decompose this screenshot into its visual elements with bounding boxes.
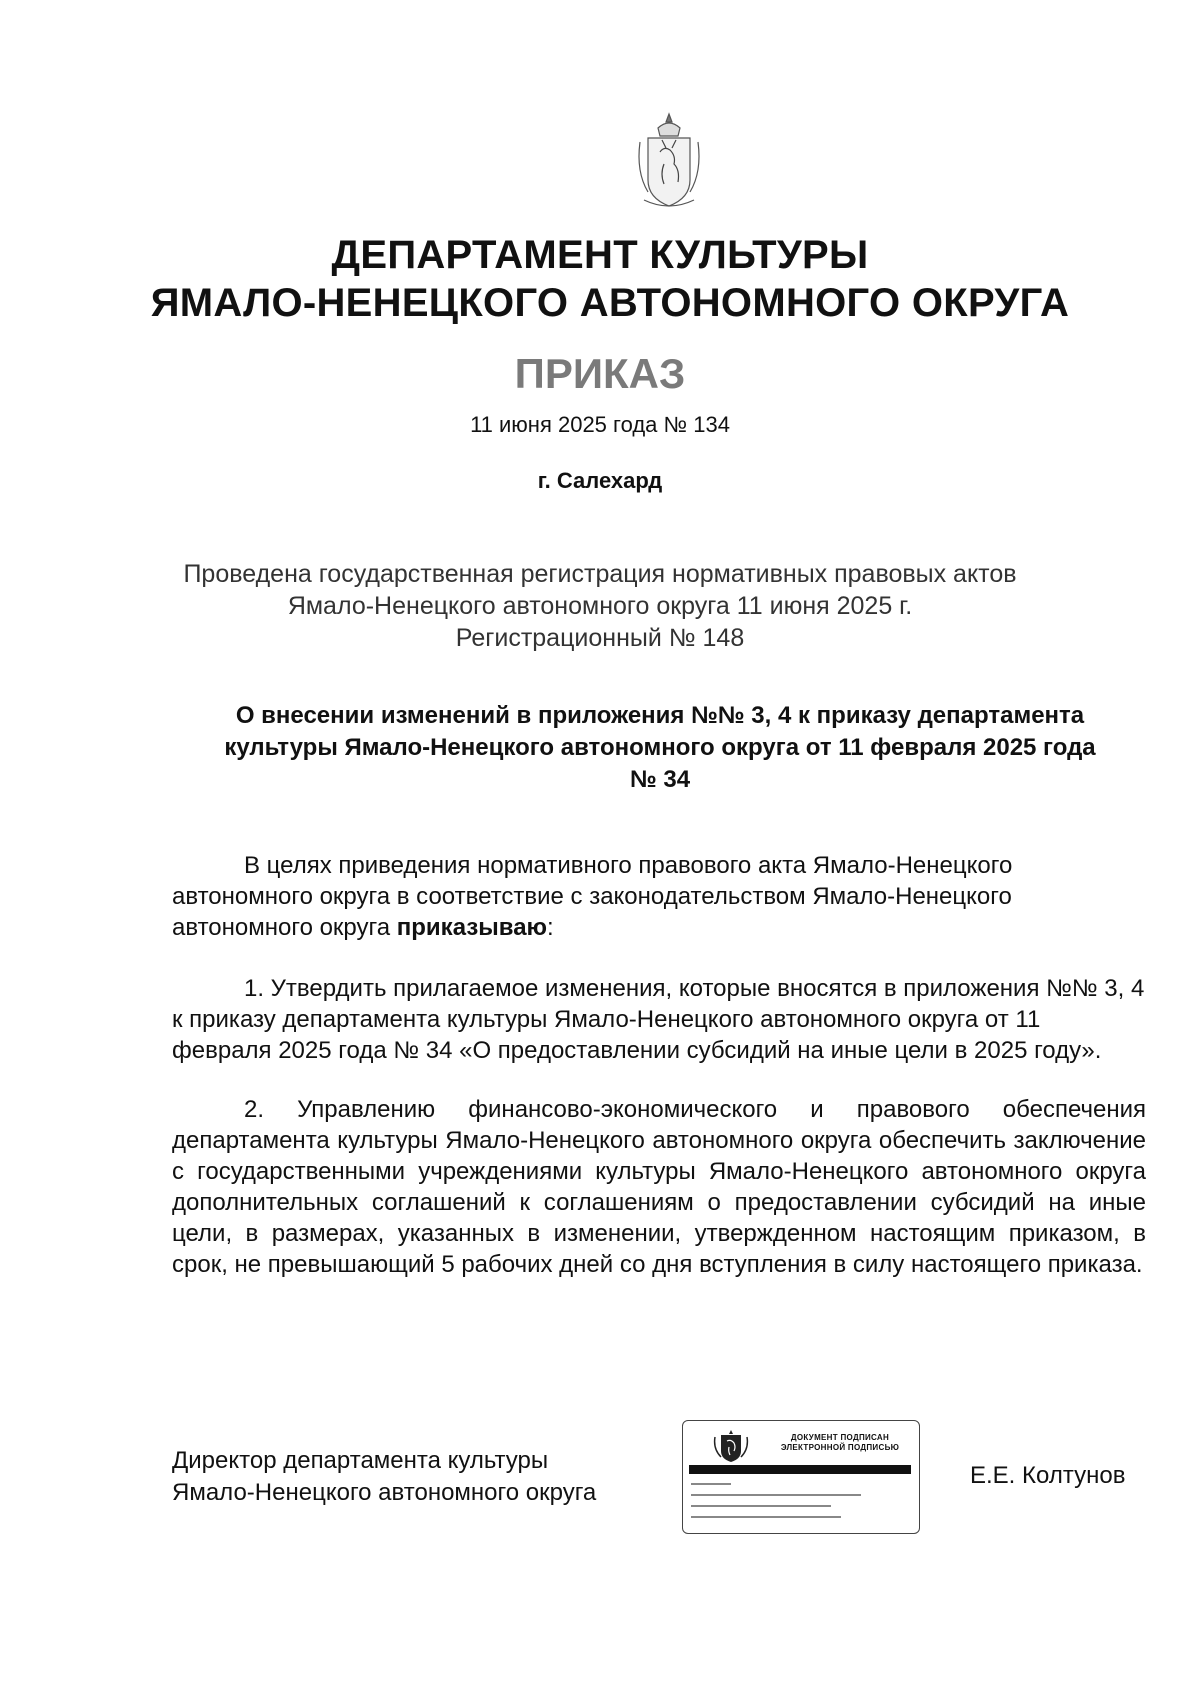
registration-line: Регистрационный № 148	[455, 624, 745, 652]
signatory-position	[172, 1445, 596, 1509]
stamp-title-line: ЭЛЕКТРОННОЙ ПОДПИСЬЮ	[780, 1443, 900, 1452]
preamble-tail: :	[547, 914, 554, 941]
stamp-info-bar	[689, 1465, 911, 1474]
stamp-title	[765, 1433, 915, 1453]
preamble-paragraph	[172, 850, 1146, 943]
coat-of-arms-icon	[634, 112, 704, 212]
position-line: Ямало-Ненецкого автономного округа	[172, 1479, 597, 1506]
preamble-emphasis: приказываю	[396, 914, 548, 941]
order-item-1: 1. Утвердить прилагаемое изменения, которые вносятся в приложения №№ 3, 4 к приказу департамента культуры Ямало-Ненецкого автономного округа от 11 февраля 2025 года № 34 «О предоставлении субсидий на иные цели в 2025 году».	[172, 975, 1145, 1064]
subject-line: О внесении изменений в приложения №№ 3, 4 к приказу департамента	[235, 702, 1085, 729]
city: г. Салехард	[537, 468, 663, 493]
electronic-signature-stamp	[682, 1420, 920, 1534]
stamp-details	[691, 1479, 911, 1528]
subject-line: № 34	[629, 766, 691, 793]
order-item-2: 2. Управлению финансово-экономического и правового обеспечения департамента культуры Ямало-Ненецкого автономного округа обеспечить заключение с государственными учреждениями культуры Ямало-Ненецкого автономного округа дополнительных соглашений к соглашениям о предоставлении субсидий на иные цели, в размерах, указанных в изменении, утвержденном настоящим приказом, в срок, не превышающий 5 рабочих дней со дня вступления в силу настоящего приказа.	[172, 1096, 1146, 1278]
registration-note	[0, 558, 1200, 654]
document-type: ПРИКАЗ	[514, 350, 686, 397]
date-and-number: 11 июня 2025 года № 134	[470, 412, 730, 437]
stamp-detail-lines	[691, 1479, 911, 1523]
position-line: Директор департамента культуры	[172, 1447, 549, 1474]
department-title-line-1: ДЕПАРТАМЕНТ КУЛЬТУРЫ	[331, 233, 869, 277]
preamble-text: В целях приведения нормативного правового акта Ямало-Ненецкого автономного округа в соответствие с законодательством Ямало-Ненецкого автономного округа	[172, 852, 1013, 941]
signatory-name: Е.Е. Колтунов	[970, 1462, 1126, 1489]
department-title-line-2: ЯМАЛО-НЕНЕЦКОГО АВТОНОМНОГО ОКРУГА	[150, 281, 1070, 325]
document-subject	[170, 700, 1150, 796]
registration-line: Ямало-Ненецкого автономного округа 11 июня 2025 г.	[287, 592, 913, 620]
stamp-emblem-icon	[713, 1429, 749, 1463]
registration-line: Проведена государственная регистрация нормативных правовых актов	[183, 560, 1017, 588]
subject-line: культуры Ямало-Ненецкого автономного округа от 11 февраля 2025 года	[224, 734, 1096, 761]
stamp-title-line: ДОКУМЕНТ ПОДПИСАН	[790, 1433, 890, 1442]
